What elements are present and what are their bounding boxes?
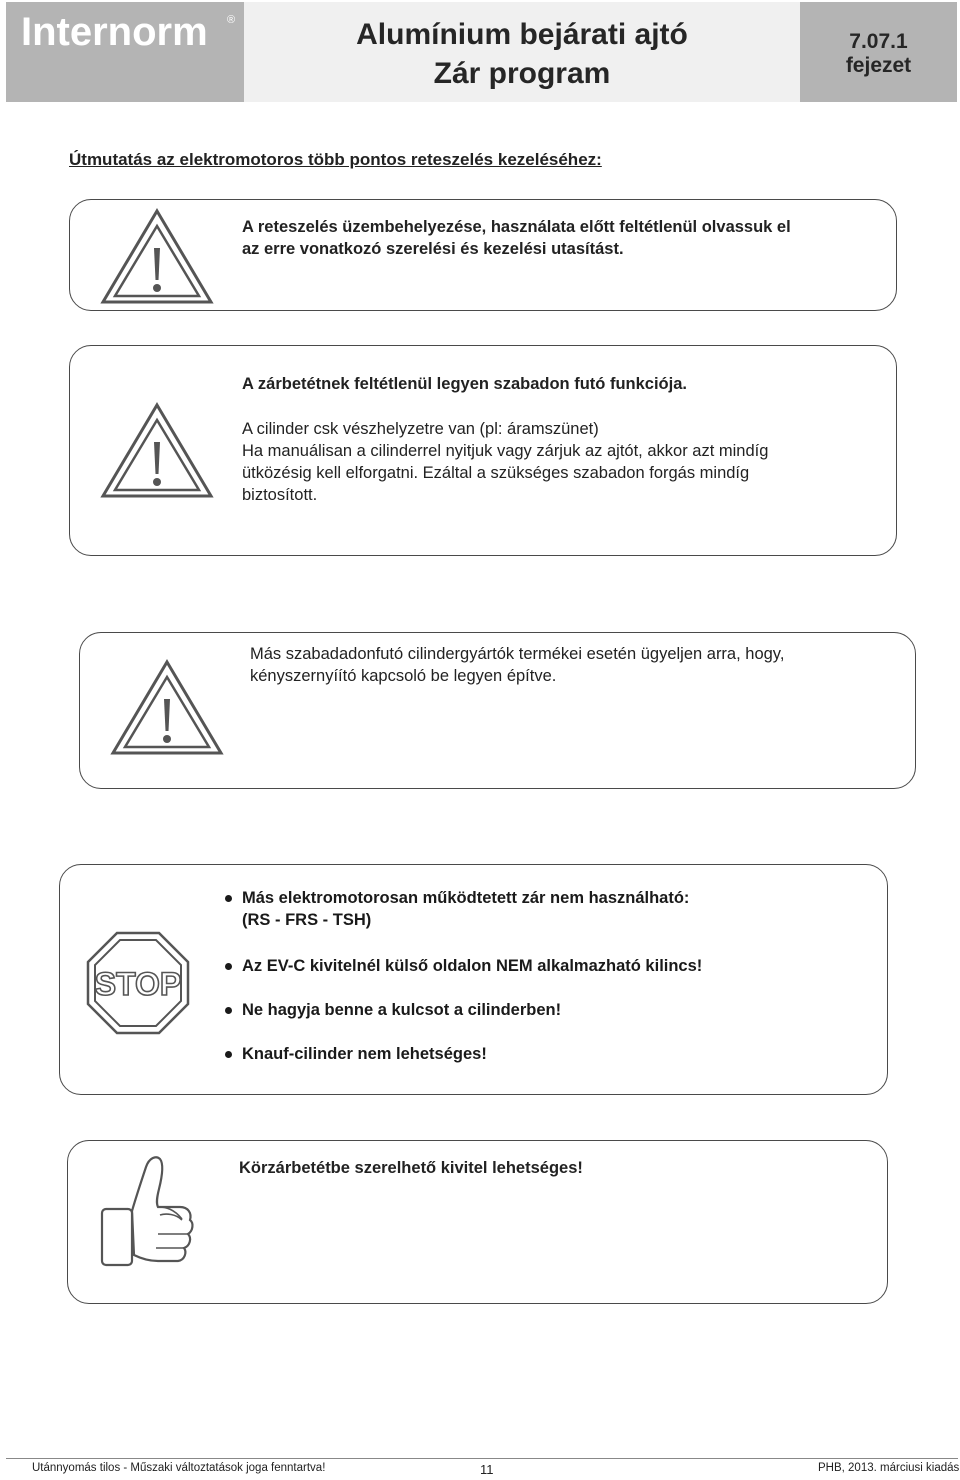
box2-line-4: biztosított. xyxy=(242,486,318,504)
ok-box xyxy=(67,1140,888,1304)
title-line-2: Zár program xyxy=(433,57,611,90)
stop-sign-text: STOP xyxy=(94,966,182,1002)
thumbs-up-icon xyxy=(96,1149,196,1289)
brand-logo xyxy=(6,2,244,102)
rule-1-line-1: Más elektromotorosan működtetett zár nem használható: xyxy=(242,889,690,907)
document-title xyxy=(244,2,800,102)
title-line-1: Alumínium bejárati ajtó xyxy=(356,18,688,51)
chapter-label: fejezet xyxy=(845,54,912,77)
warning-icon xyxy=(100,208,214,306)
section-heading: Útmutatás az elektromotoros több pontos reteszelés kezeléséhez: xyxy=(69,150,602,169)
box1-line-2: az erre vonatkozó szerelési és kezelési utasítást. xyxy=(242,240,624,258)
rule-2: Az EV-C kivitelnél külső oldalon NEM alkalmazható kilincs! xyxy=(242,957,703,975)
box2-line-3: ütközésig kell elforgatni. Ezáltal a szükséges szabadon forgás mindíg xyxy=(242,464,750,482)
box2-line-1: A cilinder csk vészhelyzetre van (pl: áramszünet) xyxy=(242,420,599,438)
registered-mark: ® xyxy=(227,14,236,26)
box2-title: A zárbetétnek feltétlenül legyen szabadon futó funkciója. xyxy=(242,375,687,393)
chapter-number: 7.07.1 xyxy=(849,30,908,53)
chapter-badge xyxy=(800,2,957,102)
footer-copyright: Utánnyomás tilos - Műszaki változtatások joga fenntartva! xyxy=(32,1462,326,1474)
rule-1-line-2: (RS - FRS - TSH) xyxy=(242,911,372,929)
warning-icon xyxy=(100,402,214,500)
box2-line-2: Ha manuálisan a cilinderrel nyitjuk vagy zárjuk az ajtót, akkor azt mindíg xyxy=(242,442,769,460)
box1-line-1: A reteszelés üzembehelyezése, használata előtt feltétlenül olvassuk el xyxy=(242,218,791,236)
list-item xyxy=(242,999,702,1021)
list-item xyxy=(242,887,702,931)
page-number: 11 xyxy=(480,1462,494,1477)
warning-box-1 xyxy=(69,199,897,311)
stop-rules-list xyxy=(242,887,702,1065)
list-item xyxy=(242,955,702,977)
stop-sign-icon xyxy=(86,931,190,1035)
rule-4: Knauf-cilinder nem lehetséges! xyxy=(242,1045,487,1063)
warning-box-3 xyxy=(79,632,916,789)
stop-box xyxy=(59,864,888,1095)
footer-edition: PHB, 2013. márciusi kiadás xyxy=(818,1462,960,1474)
brand-name: Internorm xyxy=(21,10,208,54)
list-item xyxy=(242,1043,702,1065)
box3-line-1: Más szabadadonfutó cilindergyártók termékei esetén ügyeljen arra, hogy, xyxy=(250,645,785,663)
rule-3: Ne hagyja benne a kulcsot a cilinderben! xyxy=(242,1001,562,1019)
warning-box-2 xyxy=(69,345,897,556)
box5-text: Körzárbetétbe szerelhető kivitel lehetséges! xyxy=(239,1159,583,1177)
warning-icon xyxy=(110,659,224,757)
box3-line-2: kényszernyíító kapcsoló be legyen építve. xyxy=(250,667,557,685)
footer-rule xyxy=(6,1458,958,1459)
